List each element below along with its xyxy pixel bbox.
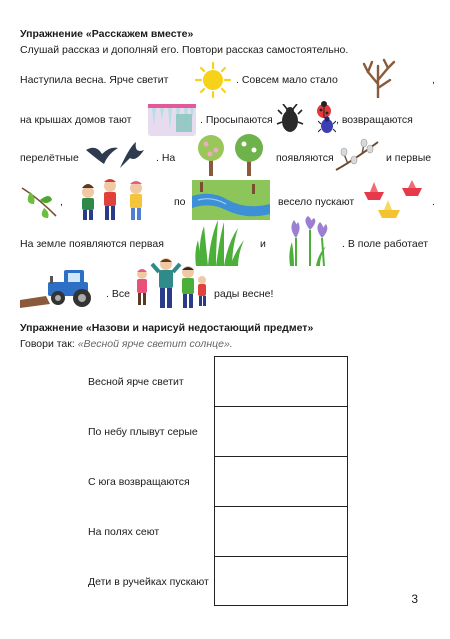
- story-line-3: [20, 142, 440, 174]
- story-line-6: [20, 278, 440, 310]
- story-text: . Просыпаются: [200, 114, 273, 126]
- table-row-label: По небу плывут серые: [88, 426, 198, 438]
- story-text: и: [260, 238, 266, 250]
- drawing-cell[interactable]: [215, 457, 347, 507]
- story-text: по: [174, 196, 186, 208]
- sun-icon: [194, 62, 232, 98]
- story-text: , возвращаются: [336, 114, 413, 126]
- exercise2-instruction: [20, 338, 233, 350]
- crocus-icon: [282, 216, 336, 266]
- table-row-label: На полях сеют: [88, 526, 160, 538]
- story-text: На земле появляются первая: [20, 238, 164, 250]
- story-line-4: [20, 186, 440, 218]
- page-number: 3: [411, 592, 418, 606]
- beetle-icon: [276, 104, 304, 134]
- paper-boats-icon: [362, 180, 426, 220]
- table-row-label: С юга возвращаются: [88, 476, 190, 488]
- story-text: ,: [60, 196, 63, 208]
- story-text: Наступила весна. Ярче светит: [20, 74, 169, 86]
- leaves-icon: [20, 184, 58, 220]
- story-line-5: [20, 228, 440, 260]
- table-row-label: Весной ярче светит: [88, 376, 184, 388]
- story-text: и первые: [386, 152, 432, 164]
- story-text: . В поле работает: [342, 238, 429, 250]
- story-text: появляются: [276, 152, 334, 164]
- trees-icon: [194, 134, 270, 176]
- drawing-cell[interactable]: [215, 557, 347, 605]
- exercise1-instruction: Слушай рассказ и дополняй его. Повтори рассказ самостоятельно.: [20, 44, 349, 56]
- instruction-example: «Весной ярче светит солнце».: [77, 338, 233, 350]
- story-text: . Совсем мало стало: [236, 74, 338, 86]
- exercise1-title: Упражнение «Расскажем вместе»: [20, 28, 194, 40]
- story-line-1: [20, 64, 440, 96]
- instruction-prefix: Говори так:: [20, 338, 78, 350]
- exercise2-title: Упражнение «Назови и нарисуй недостающий предмет»: [20, 322, 314, 334]
- story-text: рады весне!: [214, 288, 274, 300]
- bug-icon: [318, 116, 336, 134]
- drawing-cell[interactable]: [215, 357, 347, 407]
- stream-icon: [192, 180, 270, 220]
- willow-branch-icon: [334, 138, 380, 174]
- story-text: перелётные: [20, 152, 79, 164]
- story-text: . На: [156, 152, 176, 164]
- family-icon: [128, 256, 210, 310]
- story-line-2: [20, 104, 440, 136]
- drawing-grid: [214, 356, 348, 606]
- story-text: на крышах домов тают: [20, 114, 132, 126]
- story-text: весело пускают: [278, 196, 355, 208]
- bare-tree-icon: [360, 58, 396, 98]
- birds-icon: [82, 140, 150, 174]
- drawing-cell[interactable]: [215, 507, 347, 557]
- table-row-label: Дети в ручейках пускают: [88, 576, 209, 588]
- icicles-icon: [146, 98, 198, 138]
- tractor-icon: [20, 270, 100, 308]
- drawing-cell[interactable]: [215, 407, 347, 457]
- children-icon: [72, 174, 168, 220]
- story-text: ,: [432, 74, 435, 86]
- story-text: . Все: [106, 288, 130, 300]
- story-text: .: [432, 196, 435, 208]
